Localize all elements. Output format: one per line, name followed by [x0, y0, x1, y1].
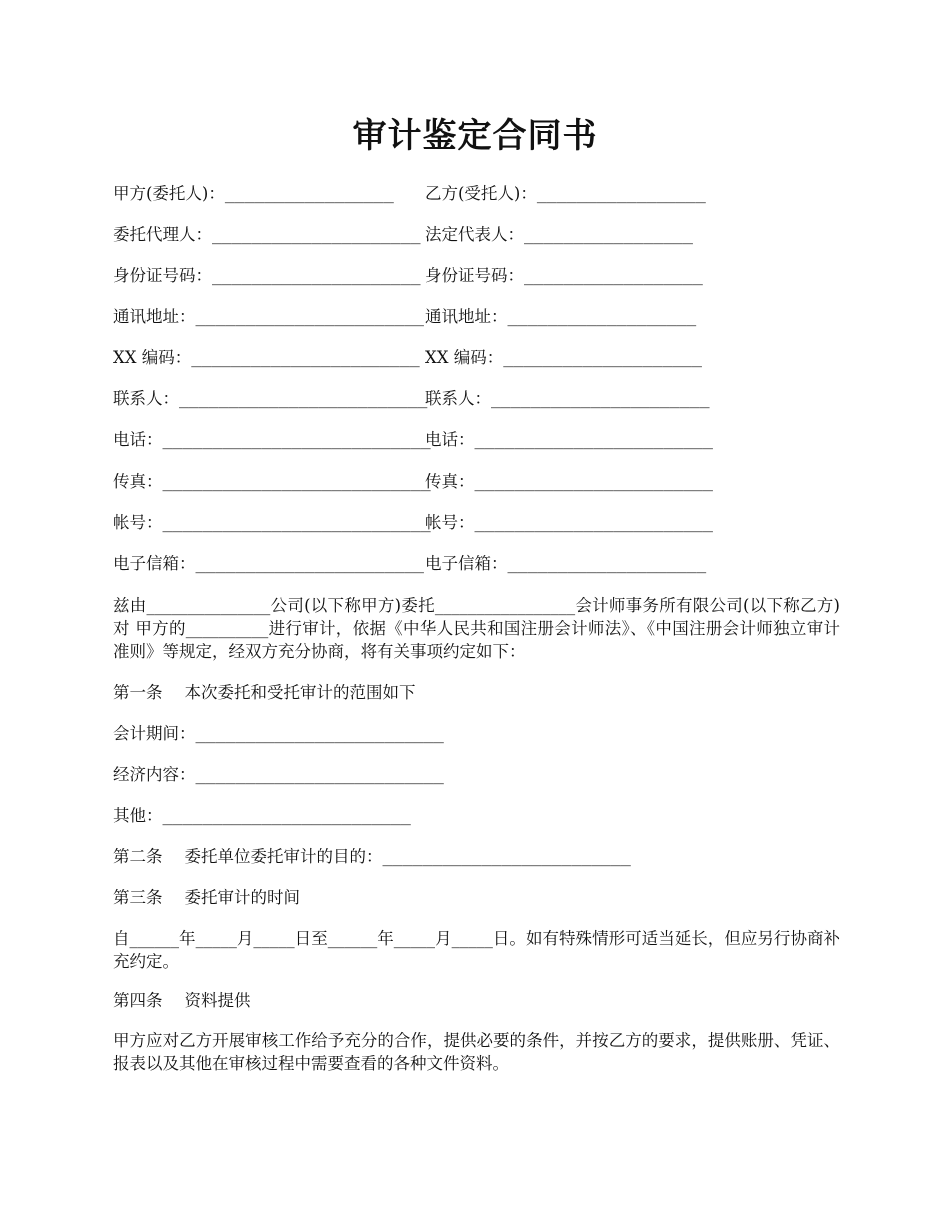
article-number: 第三条 [113, 888, 163, 907]
article-title: 委托单位委托审计的目的： [184, 847, 383, 866]
field-label: 联系人： [113, 389, 179, 408]
period-row [113, 722, 444, 746]
article-number: 第四条 [113, 991, 163, 1010]
article-3-heading [113, 886, 300, 910]
field-label: 电子信箱： [425, 554, 508, 573]
intro-paragraph: 兹由_______________公司(以下称甲方)委托_________________会计师事务所有限公司(以下称乙方)对 甲方的__________进行审计，依据《中华人民共和国注册会计师法》、《中国注册会计师独立审计准则》等规定，经双方充分协商，将有关事项约定如下： [113, 596, 840, 661]
field-row-party [113, 182, 706, 206]
fill-blank[interactable]: _______________________ [191, 348, 420, 367]
fill-blank[interactable]: ________________________ [474, 430, 713, 449]
field-label: 电子信箱： [113, 554, 196, 573]
field-label: 帐号： [425, 513, 475, 532]
fill-blank[interactable]: _____________________ [212, 225, 421, 244]
field-label: 经济内容： [113, 765, 196, 784]
field-row-postcode [113, 346, 702, 370]
field-label: 联系人： [425, 389, 491, 408]
fill-blank[interactable]: _________________________ [179, 389, 428, 408]
fill-blank[interactable]: _______________________ [195, 307, 424, 326]
article-number: 第二条 [113, 847, 163, 866]
field-label: 传真： [113, 472, 163, 491]
fill-blank[interactable]: _____________________ [212, 266, 421, 285]
field-row-fax [113, 470, 713, 494]
time-paragraph: 自______年_____月_____日至______年_____月_____日。如有特殊情形可适当延长，但应另行协商补充约定。 [113, 929, 840, 971]
article-title: 资料提供 [184, 991, 251, 1010]
field-label: 会计期间： [113, 724, 196, 743]
field-row-contact [113, 387, 710, 411]
content-row [113, 763, 444, 787]
fill-blank[interactable]: _________________ [524, 225, 693, 244]
field-label: 电话： [425, 430, 475, 449]
article-title: 委托审计的时间 [184, 888, 300, 907]
field-label: XX 编码： [113, 348, 192, 367]
field-label: 电话： [113, 430, 163, 449]
page-title: 审计鉴定合同书 [352, 116, 598, 156]
fill-blank[interactable]: ________________________ [474, 513, 713, 532]
fill-blank[interactable]: ____________________ [503, 348, 702, 367]
fill-blank[interactable]: _________________ [536, 184, 706, 203]
fill-blank[interactable]: ___________________ [507, 307, 697, 326]
article-number: 第一条 [113, 683, 163, 702]
field-label: 其他： [113, 806, 163, 825]
fill-blank[interactable]: __________________ [524, 266, 703, 285]
fill-blank[interactable]: ________________________ [474, 472, 713, 491]
field-row-id [113, 264, 703, 288]
fill-blank[interactable]: _______________________ [195, 554, 424, 573]
other-row [113, 804, 411, 828]
article-4-heading [113, 989, 251, 1013]
field-label: 传真： [425, 472, 475, 491]
field-label: 身份证号码： [425, 266, 524, 285]
fill-blank[interactable]: _________________________ [195, 765, 444, 784]
field-label: 通讯地址： [113, 307, 196, 326]
article-title: 本次委托和受托审计的范围如下 [184, 683, 416, 702]
field-label: 甲方(委托人)： [113, 184, 225, 203]
field-row-phone [113, 428, 713, 452]
field-row-agent [113, 223, 693, 247]
fill-blank[interactable]: _________________________ [195, 724, 444, 743]
provide-paragraph: 甲方应对乙方开展审核工作给予充分的合作，提供必要的条件，并按乙方的要求，提供账册、凭证、报表以及其他在审核过程中需要查看的各种文件资料。 [113, 1031, 840, 1073]
field-row-email [113, 552, 707, 576]
fill-blank[interactable]: _________________________ [382, 847, 631, 866]
fill-blank[interactable]: ______________________ [491, 389, 710, 408]
field-label: 通讯地址： [425, 307, 508, 326]
field-label: 帐号： [113, 513, 163, 532]
fill-blank[interactable]: ____________________ [507, 554, 707, 573]
field-row-address [113, 305, 697, 329]
fill-blank[interactable]: ___________________________ [162, 472, 431, 491]
article-2-heading [113, 845, 631, 869]
fill-blank[interactable]: _________________________ [162, 806, 411, 825]
article-1-heading [113, 681, 416, 705]
field-label: 乙方(受托人)： [425, 184, 537, 203]
field-label: 身份证号码： [113, 266, 212, 285]
field-row-account [113, 511, 713, 535]
fill-blank[interactable]: ___________________________ [162, 430, 431, 449]
field-label: 法定代表人： [425, 225, 524, 244]
field-label: 委托代理人： [113, 225, 212, 244]
fill-blank[interactable]: ___________________________ [162, 513, 431, 532]
fill-blank[interactable]: _________________ [224, 184, 394, 203]
field-label: XX 编码： [425, 348, 504, 367]
